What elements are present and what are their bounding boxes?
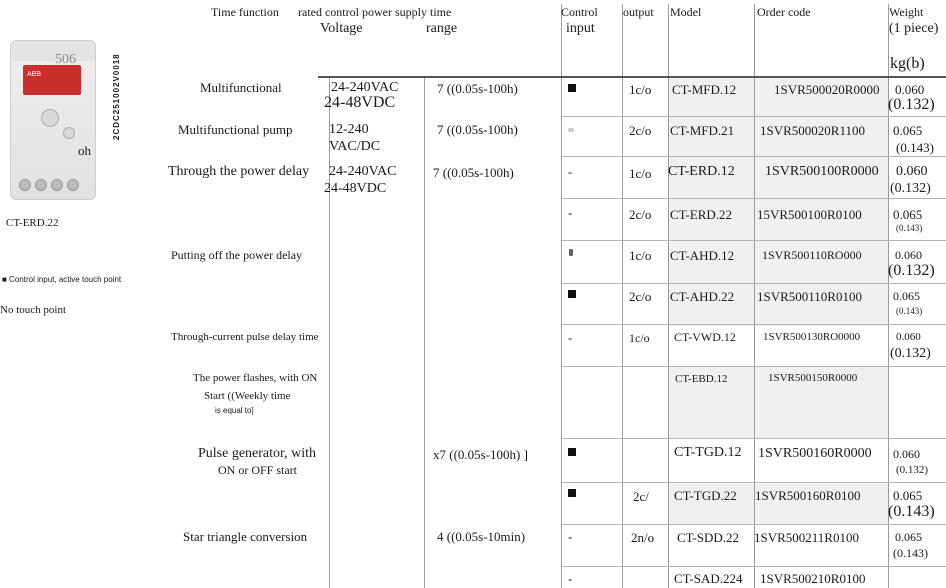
- row-voltage: 12-240: [329, 122, 369, 137]
- header-weight: Weight: [889, 5, 924, 19]
- row-range: 7 ((0.05s-100h): [437, 122, 518, 137]
- device-label: oh: [78, 143, 91, 158]
- row-function: Multifunctional: [200, 80, 282, 95]
- header-unit: kg(b): [890, 55, 925, 72]
- device-code: 2CDC251002V0018: [112, 53, 121, 140]
- row-model: CT-AHD.22: [670, 289, 735, 304]
- header-voltage: Voltage: [320, 21, 363, 36]
- row-function: Start ((Weekly time: [204, 390, 291, 402]
- row-function: Through-current pulse delay time: [171, 331, 319, 343]
- row-range: 4 ((0.05s-10min): [437, 529, 526, 544]
- row-output: 1c/o: [629, 166, 652, 181]
- row-function: The power flashes, with ON: [193, 372, 318, 384]
- control-input-active-mark: [568, 448, 576, 456]
- row-function: Putting off the power delay: [171, 248, 303, 262]
- row-weight-lb: (0.132): [888, 96, 935, 113]
- header-model: Model: [670, 5, 702, 19]
- row-model: CT-SAD.224: [674, 571, 743, 586]
- row-weight-lb: (0.132): [890, 346, 931, 361]
- row-output: 2n/o: [631, 530, 655, 545]
- row-voltage: 24-48VDC: [324, 181, 387, 196]
- header-time-function: Time function: [211, 5, 279, 19]
- row-weight: 0.065: [895, 530, 922, 544]
- row-weight-lb: (0.132): [896, 464, 929, 476]
- row-output: 1c/o: [629, 248, 652, 263]
- row-weight: 0.060: [896, 331, 921, 343]
- row-voltage: 24-240VAC: [329, 164, 397, 179]
- row-weight-lb: (0.143): [893, 546, 928, 560]
- header-order-code: Order code: [757, 5, 811, 19]
- control-input-mark: -: [568, 330, 573, 345]
- row-order-code: 1SVR500211R0100: [754, 530, 859, 545]
- row-order-code: 1SVR500130RO0000: [763, 331, 861, 343]
- row-model: CT-SDD.22: [677, 530, 740, 545]
- row-weight: 0.065: [893, 123, 923, 138]
- row-voltage: VAC/DC: [329, 139, 381, 154]
- row-output: 1c/o: [629, 331, 650, 345]
- row-output: 1c/o: [629, 82, 652, 97]
- row-model: CT-MFD.12: [672, 82, 737, 97]
- row-weight-lb: (0.143): [888, 503, 935, 520]
- row-function: Pulse generator, with: [198, 446, 317, 461]
- row-weight: 0.060: [896, 164, 928, 179]
- row-voltage: 24-48VDC: [324, 94, 396, 111]
- row-range: x7 ((0.05s-100h) ]: [433, 447, 528, 462]
- row-weight: 0.060: [893, 447, 920, 461]
- row-order-code: 1SVR500020R1100: [760, 123, 865, 138]
- row-weight: 0.060: [895, 248, 922, 262]
- row-model: CT-MFD.21: [670, 123, 735, 138]
- row-output: 2c/: [633, 489, 649, 504]
- row-function: Star triangle conversion: [183, 529, 308, 544]
- row-output: 2c/o: [629, 207, 652, 222]
- device-caption: CT-ERD.22: [6, 217, 59, 229]
- device-brand: ABB: [27, 71, 42, 78]
- row-order-code: 1SVR500160R0000: [758, 446, 872, 461]
- row-weight-lb: (0.132): [890, 181, 931, 196]
- row-order-code: 15VR500100R0100: [757, 207, 862, 222]
- page-number: 506: [55, 52, 76, 67]
- row-weight-lb: (0.143): [896, 306, 923, 316]
- control-input-mark: -: [568, 205, 573, 220]
- row-order-code: 1SVR500110RO000: [762, 248, 862, 262]
- row-weight: 0.065: [893, 207, 923, 222]
- row-weight-lb: (0.132): [888, 262, 935, 279]
- row-model: CT-VWD.12: [674, 330, 736, 344]
- row-model: CT-EBD.12: [675, 373, 728, 385]
- row-weight-lb: (0.143): [896, 223, 923, 233]
- control-input-active-mark: [568, 84, 576, 92]
- row-model: CT-TGD.12: [674, 445, 742, 460]
- control-input-mark: -: [568, 164, 573, 179]
- row-output: 2c/o: [629, 123, 652, 138]
- control-input-active-mark: [568, 489, 576, 497]
- control-input-mark: -: [568, 571, 573, 586]
- device-photo: [6, 34, 96, 202]
- header-range: range: [426, 21, 458, 36]
- row-model: CT-ERD.12: [668, 164, 735, 179]
- row-model: CT-TGD.22: [674, 488, 737, 503]
- row-function: ON or OFF start: [218, 463, 298, 477]
- row-weight: 0.060: [895, 82, 925, 97]
- header-input: input: [566, 21, 595, 36]
- header-time: time: [430, 5, 452, 19]
- row-order-code: 1SVR500210R0100: [760, 571, 866, 586]
- row-order-code: 1SVR500150R0000: [768, 372, 858, 384]
- row-model: CT-AHD.12: [670, 248, 735, 263]
- control-input-mark: [569, 249, 573, 256]
- row-order-code: 1SVR500100R0000: [765, 164, 879, 179]
- row-weight-lb: (0.143): [896, 140, 934, 155]
- control-input-active-mark: [568, 290, 576, 298]
- legend-no-point: No touch point: [0, 304, 66, 316]
- row-order-code: 1SVR500160R0100: [755, 488, 861, 503]
- control-input-mark: [568, 128, 574, 132]
- header-rated-control: rated control power supply: [298, 5, 427, 19]
- row-weight: 0.065: [893, 488, 923, 503]
- legend-active-point: ■ Control input, active touch point: [2, 275, 122, 284]
- row-order-code: 1SVR500110R0100: [757, 289, 862, 304]
- header-piece: (1 piece): [889, 21, 939, 36]
- header-output: output: [623, 5, 654, 19]
- row-range: 7 ((0.05s-100h): [437, 81, 518, 96]
- row-voltage: 24-240VAC: [331, 80, 399, 95]
- row-function: is equal to]: [215, 406, 254, 415]
- row-range: 7 ((0.05s-100h): [433, 165, 514, 180]
- row-output: 2c/o: [629, 289, 652, 304]
- row-function: Multifunctional pump: [178, 122, 293, 137]
- control-input-mark: -: [568, 529, 573, 544]
- header-control: Control: [561, 5, 598, 19]
- row-function: Through the power delay: [168, 164, 310, 179]
- row-order-code: 1SVR500020R0000: [774, 82, 880, 97]
- row-weight: 0.065: [893, 289, 920, 303]
- row-model: CT-ERD.22: [670, 207, 732, 222]
